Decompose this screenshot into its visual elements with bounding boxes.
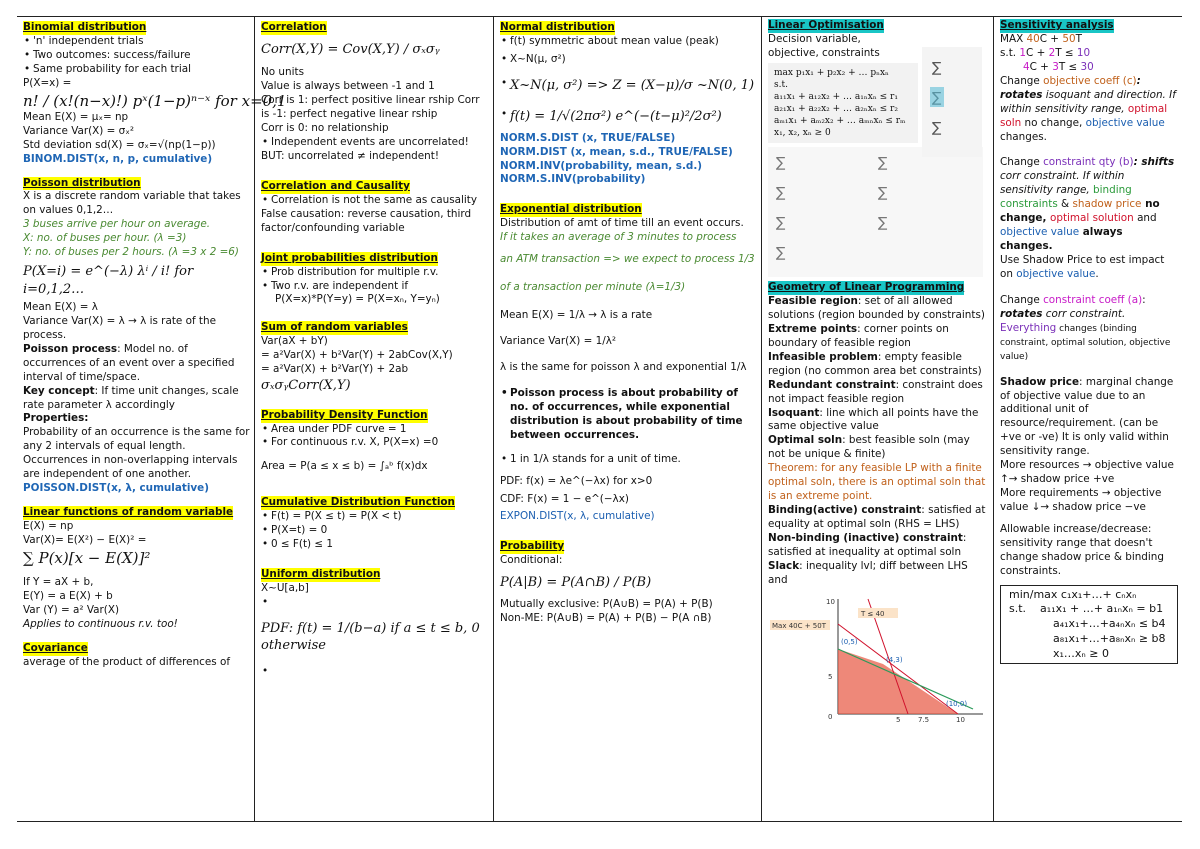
geo-infeasible: Infeasible problem: empty feasible region (no common area bet constraints) — [768, 350, 982, 377]
probability-formula: P(A|B) = P(A∩B) / P(B) — [500, 575, 652, 591]
correlation-title: Correlation — [261, 21, 327, 33]
lp-general-row: x₁…xₙ ≥ 0 — [1053, 646, 1110, 660]
lp-general-form — [1000, 585, 1178, 665]
svg-text:∑: ∑ — [776, 185, 786, 202]
lp-objective: max p₁x₁ + p₂x₂ + … pₙxₙ — [774, 67, 889, 78]
y-tick-label: 5 — [828, 672, 833, 681]
geo-extreme: Extreme points: corner points on boundary of feasible region — [768, 322, 949, 349]
cdf-bullet: • F(t) = P(X ≤ t) = P(X < t) — [261, 510, 489, 524]
svg-text:∑: ∑ — [878, 155, 888, 172]
geo-redundant: Redundant constraint: constraint does not impact feasible region — [768, 378, 983, 405]
binomial-variance: Variance Var(X) = σₓ² — [23, 124, 135, 137]
linear-sum-formula: ∑ P(x)[x − E(X)]² — [23, 548, 151, 567]
exponential-same: λ is the same for poisson λ and exponential 1/λ — [500, 360, 747, 373]
correlation-line: Corr is 0: no relationship — [261, 122, 389, 135]
exponential-mean: Mean E(X) = 1/λ → λ is a rate — [500, 309, 653, 322]
svg-text:∑: ∑ — [776, 215, 786, 232]
exponential-bullet: • 1 in 1/λ stands for a unit of time. — [500, 453, 757, 467]
correlation-formula: Corr(X,Y) = Cov(X,Y) / σₓσᵧ — [261, 41, 440, 57]
lp-st: s.t. — [774, 79, 788, 90]
binomial-pmf-formula: n! / (x!(n−x)!) pˣ(1−p)ⁿ⁻ˣ for x=0,1 — [23, 91, 287, 110]
lp-general-objective: min/max c₁x₁+…+ cₙxₙ — [1009, 587, 1137, 601]
svg-text:∑: ∑ — [878, 185, 888, 202]
sens-constraint-coeff: Change constraint coeff (a): rotates corr constraint. Everything changes (binding constraint, optimal solution, objective value) — [1000, 293, 1171, 362]
binomial-bullet: • Two outcomes: success/failure — [23, 49, 250, 63]
svg-text:∑: ∑ — [878, 215, 888, 232]
linear-line: E(X) = np — [23, 520, 74, 533]
y-tick-label: 10 — [826, 597, 835, 606]
sum-title: Sum of random variables — [261, 321, 408, 334]
exponential-variance: Variance Var(X) = 1/λ² — [500, 335, 617, 347]
geo-optimal: Optimal soln: best feasible soln (may not be unique & finite) — [768, 434, 970, 461]
binomial-title: Binomial distribution — [23, 21, 147, 33]
pdf-bullet: • Area under PDF curve = 1 — [261, 423, 489, 437]
normal-bullet: • X~N(μ, σ²) — [500, 53, 757, 67]
geo-binding: Binding(active) constraint: satisfied at equality at optimal soln (RHS = LHS) — [768, 504, 986, 531]
x-tick-label: 0 — [828, 712, 833, 721]
uniform-bullet — [261, 596, 489, 610]
poisson-process: Poisson process: Model no. of occurrences of an event over a specified interval of time/space. — [23, 342, 235, 383]
exponential-excel: EXPON.DIST(x, λ, cumulative) — [500, 510, 655, 523]
linear-title: Linear functions of random variable — [23, 506, 234, 519]
cdf-bullet: • 0 ≤ F(t) ≤ 1 — [261, 538, 489, 552]
cheat-sheet — [17, 16, 1182, 822]
sens-title: Sensitivity analysis — [1000, 19, 1114, 31]
lp-constraint: a₂₁x₁ + a₂₂x₂ + … a₂ₙxₙ ≤ r₂ — [774, 103, 898, 114]
poisson-properties: Probability of an occurrence is the same for any 2 intervals of equal length. Occurrences in non-overlapping intervals are independent of one another. — [23, 426, 250, 481]
uniform-bullet — [261, 665, 489, 679]
geo-feasible: Feasible region: set of all allowed solutions (region bounded by constraints) — [768, 295, 985, 321]
x-tick-label: 7.5 — [918, 715, 930, 724]
column-4 — [762, 17, 994, 821]
poisson-properties-label: Properties: — [23, 412, 89, 425]
column-3 — [494, 17, 762, 821]
exponential-pdf: PDF: f(x) = λe^(−λx) for x>0 — [500, 474, 653, 487]
poisson-example: Y: no. of buses per 2 hours. (λ =3 x 2 =6) — [23, 246, 239, 259]
correlation-line: Value is always between -1 and 1 — [261, 80, 435, 93]
causality-line: False causation: reverse causation, third factor/confounding variable — [261, 207, 472, 234]
poisson-variance: Variance Var(X) = λ → λ is rate of the process. — [23, 314, 216, 341]
uniform-def: X~U[a,b] — [261, 582, 309, 594]
column-2 — [255, 17, 494, 821]
probability-nonme: Non-ME: P(A∪B) = P(A) + P(B) − P(A ∩B) — [500, 611, 712, 624]
sum-corr: σₓσᵧCorr(X,Y) — [261, 378, 351, 394]
lp-def: Decision variable, objective, constraints — [768, 32, 880, 59]
geo-isoquant: Isoquant: line which all points have the same objective value — [768, 406, 979, 433]
sens-shadow-price: Shadow price: marginal change of objective value due to an additional unit of resource/requirement. (can be +ve or -ve) It is only valid within sensitivity range. — [1000, 375, 1174, 458]
linear-line: E(Y) = a E(X) + b — [23, 589, 113, 602]
poisson-def: X is a discrete random variable that takes on values 0,1,2… — [23, 190, 241, 217]
exponential-example: If it takes an average of 3 minutes to process — [500, 231, 737, 244]
exponential-title: Exponential distribution — [500, 203, 642, 216]
sum-line: = a²Var(X) + b²Var(Y) + 2abCov(X,Y) — [261, 349, 453, 362]
joint-formula: P(X=x)*P(Y=y) = P(X=xₙ, Y=yₙ) — [275, 293, 440, 306]
svg-text:∑: ∑ — [932, 120, 942, 136]
sens-allowable: Allowable increase/decrease: sensitivity range that doesn't change shadow price & binding constraints. — [1000, 522, 1164, 577]
sum-line: Var(aX + bY) — [261, 335, 328, 348]
poisson-mean: Mean E(X) = λ — [23, 300, 98, 313]
constraint-label: T ≤ 40 — [861, 609, 885, 618]
exponential-example: an ATM transaction => we expect to process 1/3 — [500, 253, 755, 266]
causality-title: Correlation and Causality — [261, 179, 410, 192]
joint-bullet: • Two r.v. are independent if — [261, 280, 489, 294]
joint-title: Joint probabilities distribution — [261, 251, 438, 264]
normal-excel: NORM.S.DIST (x, TRUE/FALSE) — [500, 131, 676, 144]
sens-objective: MAX 40C + 50T — [1000, 32, 1082, 45]
normal-excel: NORM.INV(probability, mean, s.d.) — [500, 159, 703, 172]
linear-line: Var(X)= E(X²) − E(X)² = — [23, 533, 147, 546]
poisson-title: Poisson distribution — [23, 176, 141, 189]
binomial-bullet: • 'n' independent trials — [23, 35, 250, 49]
joint-bullet: • Prob distribution for multiple r.v. — [261, 266, 489, 280]
cdf-bullet: • P(X=t) = 0 — [261, 524, 489, 538]
exponential-example: of a transaction per minute (λ=1/3) — [500, 281, 686, 294]
geo-nonbinding: Non-binding (inactive) constraint: satisfied at inequality at optimal soln — [768, 531, 967, 558]
geo-title: Geometry of Linear Programming — [768, 281, 965, 294]
x-tick-label: 5 — [896, 715, 901, 724]
poisson-example: X: no. of buses per hour. (λ =3) — [23, 232, 187, 245]
pdf-integral: Area = P(a ≤ x ≤ b) = ∫ₐᵇ f(x)dx — [261, 460, 428, 473]
poisson-pmf: P(X=i) = e^(−λ) λⁱ / i! for i=0,1,2… — [23, 264, 194, 297]
sens-shadow-more-resources: More resources → objective value ↑→ shadow price +ve — [1000, 459, 1174, 486]
geo-theorem: Theorem: for any feasible LP with a finite optimal soln, there is an optimal soln that is an extreme point. — [768, 462, 986, 503]
poisson-excel: POISSON.DIST(x, λ, cumulative) — [23, 482, 209, 495]
poisson-example: 3 buses arrive per hour on average. — [23, 218, 211, 231]
linear-line: Var (Y) = a² Var(X) — [23, 603, 120, 616]
sens-objective-coeff: Change objective coeff (c): rotates isoquant and direction. If within sensitivity range, optimal soln no change, objective value changes. — [1000, 74, 1176, 143]
binomial-sd: Std deviation sd(X) = σₓ=√(np(1−p)) — [23, 138, 216, 151]
sens-constraint-qty: Change constraint qty (b): shifts corr constraint. If within sensitivity range, binding constraints & shadow price no change, optimal solution and objective value always changes. — [1000, 156, 1175, 253]
linear-note: Applies to continuous r.v. too! — [23, 617, 178, 630]
svg-text:∑: ∑ — [932, 60, 942, 76]
correlation-line: BUT: uncorrelated ≠ independent! — [261, 149, 439, 162]
correlation-line: No units — [261, 66, 304, 79]
probability-me: Mutually exclusive: P(A∪B) = P(A) + P(B) — [500, 597, 713, 610]
pdf-bullet: • For continuous r.v. X, P(X=x) =0 — [261, 436, 489, 450]
uniform-title: Uniform distribution — [261, 568, 381, 581]
lp-general-row: s.t. a₁₁x₁ + …+ a₁ₙxₙ = b1 — [1009, 602, 1164, 616]
lp-general-row: a₈₁x₁+…+a₈ₙxₙ ≥ b8 — [1053, 631, 1166, 645]
exponential-cdf: CDF: F(x) = 1 − e^(−λx) — [500, 492, 629, 505]
poisson-key: Key concept: If time unit changes, scale rate parameter λ accordingly — [23, 384, 239, 411]
binomial-excel: BINOM.DIST(x, n, p, cumulative) — [23, 152, 213, 165]
lp-graph — [768, 594, 990, 724]
lp-constraint: aₘ₁x₁ + aₘ₂x₂ + … aₘₙxₙ ≤ rₘ — [774, 116, 906, 126]
svg-text:∑: ∑ — [776, 155, 786, 172]
x-tick-label: 10 — [956, 715, 965, 724]
probability-conditional: Conditional: — [500, 554, 563, 567]
exponential-bullet: • Poisson process is about probability of no. of occurrences, while exponential distribution is about probability of time between occurrences. — [500, 387, 757, 443]
point-label: (10,0) — [946, 699, 968, 708]
correlation-bullet: • Independent events are uncorrelated! — [261, 136, 489, 150]
lp-summation-image — [768, 147, 983, 277]
lp-title: Linear Optimisation — [768, 19, 884, 31]
sens-constraint: 4C + 3T ≤ 30 — [1023, 60, 1094, 73]
covariance-def: average of the product of differences of — [23, 655, 230, 668]
normal-excel: NORM.S.INV(probability) — [500, 173, 646, 186]
lp-general-row: a₄₁x₁+…+a₄ₙxₙ ≤ b4 — [1053, 617, 1166, 631]
normal-bullet: • f(t) symmetric about mean value (peak) — [500, 35, 757, 49]
point-label: (4,3) — [886, 655, 903, 664]
probability-title: Probability — [500, 540, 565, 553]
lp-formulation — [768, 63, 918, 143]
normal-bullet: • f(t) = 1/√(2πσ²) e^(−(t−μ)²/2σ²) — [500, 108, 757, 125]
covariance-title: Covariance — [23, 641, 88, 654]
sens-use-shadow: Use Shadow Price to est impact on objective value. — [1000, 254, 1165, 280]
uniform-pdf: PDF: f(t) = 1/(b−a) if a ≤ t ≤ b, 0 otherwise — [261, 620, 480, 654]
binomial-mean: Mean E(X) = μₓ= np — [23, 110, 129, 123]
column-5 — [994, 17, 1182, 821]
binomial-pmf-lead: P(X=x) = — [23, 76, 72, 89]
exponential-def: Distribution of amt of time till an event occurs. — [500, 217, 744, 230]
sens-shadow-more-requirements: More requirements → objective value ↓→ shadow price −ve — [1000, 487, 1162, 513]
lp-nonneg: x₁, x₂, xₙ ≥ 0 — [774, 128, 831, 139]
sum-line: = a²Var(X) + b²Var(Y) + 2ab — [261, 363, 409, 376]
correlation-line: Corr is 1: perfect positive linear rship Corr is -1: perfect negative linear rship — [261, 94, 480, 121]
objective-label: Max 40C + 50T — [772, 621, 826, 630]
point-label: (0,5) — [841, 637, 858, 646]
causality-bullet: • Correlation is not the same as causality — [261, 194, 489, 208]
cdf-title: Cumulative Distribution Function — [261, 496, 455, 509]
normal-title: Normal distribution — [500, 21, 615, 33]
geo-slack: Slack: inequality lvl; diff between LHS and — [768, 559, 968, 586]
sigma-notation-image — [922, 47, 982, 157]
normal-bullet: • X~N(μ, σ²) => Z = (X−μ)/σ ~N(0, 1) — [500, 77, 757, 94]
normal-excel: NORM.DIST (x, mean, s.d., TRUE/FALSE) — [500, 145, 733, 158]
svg-text:∑: ∑ — [776, 245, 786, 262]
pdf-title: Probability Density Function — [261, 408, 428, 421]
sens-constraint: s.t. 1C + 2T ≤ 10 — [1000, 46, 1091, 59]
binomial-bullet: • Same probability for each trial — [23, 63, 250, 77]
linear-line: If Y = aX + b, — [23, 576, 94, 588]
lp-constraint: a₁₁x₁ + a₁₂x₂ + … a₁ₙxₙ ≤ r₁ — [774, 91, 898, 102]
